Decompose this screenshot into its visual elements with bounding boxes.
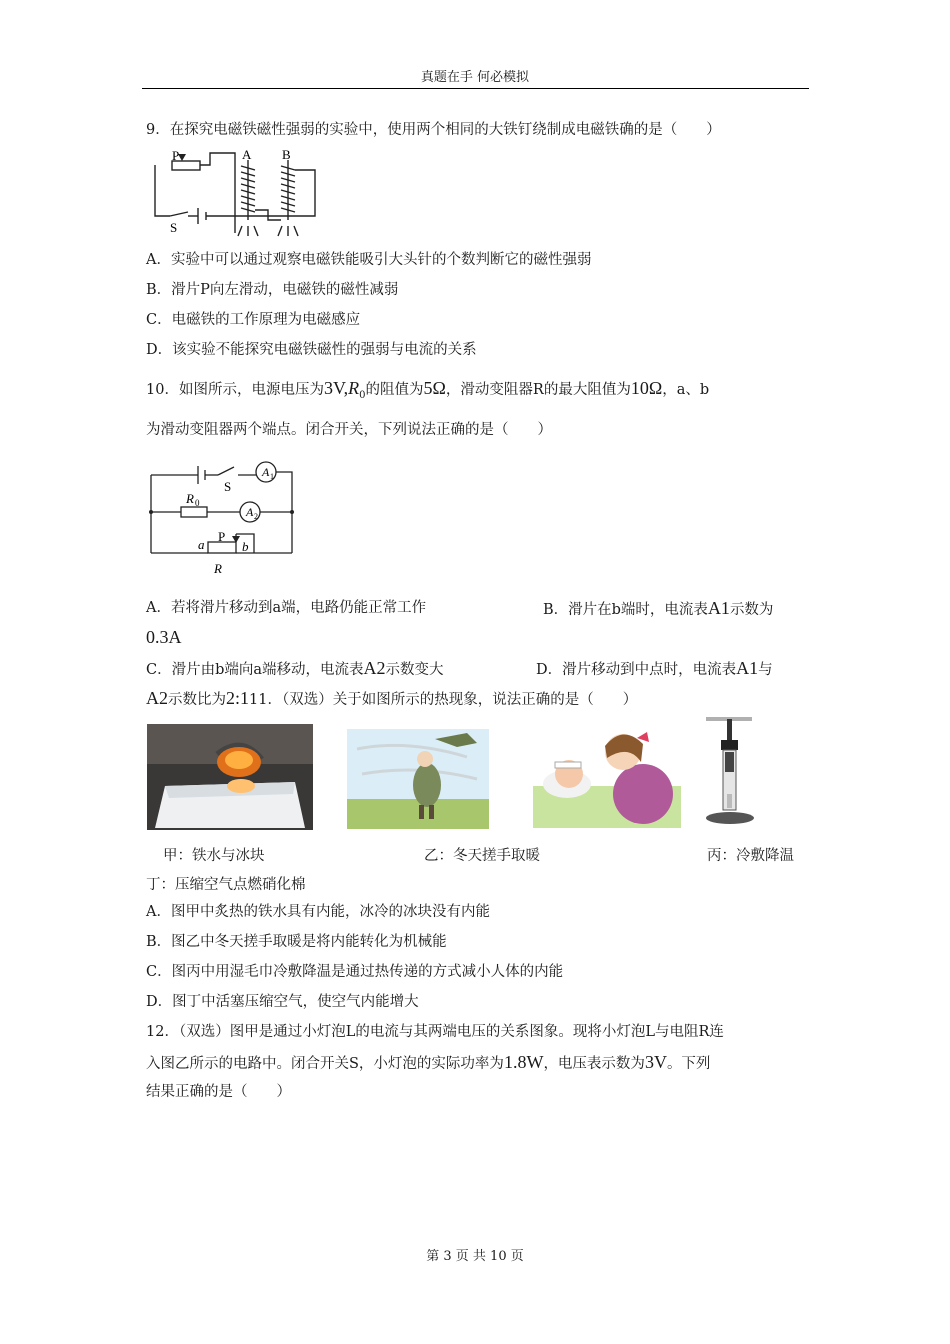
q12-stem-line2 — [146, 1052, 710, 1074]
q10-text: 示数变大 — [385, 662, 444, 678]
q11-image-cold-compress — [533, 724, 681, 828]
q10-ammeter-a2: A2 — [363, 658, 386, 678]
q9-option-d: D．该实验不能探究电磁铁磁性的强弱与电流的关系 — [146, 342, 477, 358]
q9-fig-label-a: A — [242, 148, 252, 162]
q10-stem-line2: 为滑动变阻器两个端点。闭合开关，下列说法正确的是（ ） — [146, 422, 552, 438]
q10-ammeter-a2: A2 — [146, 688, 168, 708]
q10-fig-a2: A — [246, 505, 254, 519]
q11-stem: 11．（双选）关于如图所示的热现象，说法正确的是（ ） — [249, 692, 638, 708]
q10-fig-a1: A — [262, 465, 270, 479]
q10-text: ，a、b — [662, 382, 710, 398]
q10-option-b-value: 0.3A — [146, 627, 182, 647]
q12-stem-line1: 12．（双选）图甲是通过小灯泡L的电流与其两端电压的关系图象。现将小灯泡L与电阻R连 — [146, 1024, 724, 1040]
header-rule — [142, 88, 809, 89]
q10-text: 与 — [758, 662, 773, 678]
q10-option-d — [536, 658, 773, 680]
q10-circuit-figure — [146, 455, 298, 580]
q10-r0-subscript: 0 — [359, 389, 366, 401]
q11-option-a: A．图甲中炙热的铁水具有内能，冰冷的冰块没有内能 — [146, 904, 490, 920]
q10-fig-p: P — [218, 529, 226, 544]
q10-r0-value: 5Ω — [423, 378, 446, 398]
q11-image-rubbing-hands — [347, 729, 489, 829]
q10-option-a: A．若将滑片移动到a端，电路仍能正常工作 — [146, 600, 427, 616]
q12-voltage: 3V — [644, 1052, 667, 1072]
page-footer: 第 3 页 共 10 页 — [426, 1249, 524, 1264]
q10-ratio: 2:1 — [226, 688, 250, 708]
q12-text: 入图乙所示的电路中。闭合开关S，小灯泡的实际功率为 — [146, 1056, 504, 1072]
q10-text: C．滑片由b端向a端移动，电流表 — [146, 662, 364, 678]
q9-electromagnet-circuit-figure — [150, 148, 320, 240]
q11-caption-jia: 甲：铁水与冰块 — [163, 848, 265, 864]
q10-fig-r0: R — [186, 491, 194, 506]
q11-option-c: C．图丙中用湿毛巾冷敷降温是通过热传递的方式减小人体的内能 — [146, 964, 564, 980]
q9-option-c: C．电磁铁的工作原理为电磁感应 — [146, 312, 361, 328]
q11-caption-ding: 丁：压缩空气点燃硝化棉 — [146, 877, 306, 893]
q9-fig-label-b: B — [282, 148, 291, 162]
q10-text: 10．如图所示，电源电压为 — [146, 382, 324, 398]
q12-text: 。下列 — [666, 1056, 711, 1072]
q10-ammeter-a1: A1 — [707, 598, 730, 618]
q10-ammeter-a1: A1 — [736, 658, 759, 678]
q10-stem-line1 — [146, 378, 709, 406]
q10-option-c — [146, 658, 444, 680]
q11-option-d: D．图丁中活塞压缩空气，使空气内能增大 — [146, 994, 419, 1010]
q10-fig-b: b — [242, 539, 249, 554]
q11-caption-yi: 乙：冬天搓手取暖 — [424, 848, 540, 864]
q10-fig-a: a — [198, 537, 205, 552]
q11-option-b: B．图乙中冬天搓手取暖是将内能转化为机械能 — [146, 934, 447, 950]
q10-fig-s: S — [224, 479, 232, 494]
q10-fig-r0-sub: 0 — [195, 498, 200, 508]
q10-r-max-value: 10Ω — [630, 378, 663, 398]
q10-text: 示数为 — [729, 602, 774, 618]
q10-text: 示数比为 — [168, 692, 226, 708]
q9-fig-label-p: P — [172, 148, 180, 163]
q11-caption-bing: 丙：冷敷降温 — [707, 848, 794, 864]
q10-voltage: 3V, — [323, 378, 349, 398]
q12-stem-line3: 结果正确的是（ ） — [146, 1084, 291, 1100]
q10-option-d-cont — [146, 688, 637, 710]
q9-stem: 9．在探究电磁铁磁性强弱的实验中，使用两个相同的大铁钉绕制成电磁铁确的是（ ） — [146, 122, 721, 138]
q10-text: 的阻值为 — [365, 382, 424, 398]
q9-option-a: A．实验中可以通过观察电磁铁能吸引大头针的个数判断它的磁性强弱 — [146, 252, 592, 268]
q10-fig-a1-sub: 1 — [270, 472, 274, 481]
q9-fig-label-s: S — [170, 220, 178, 235]
q10-text: B．滑片在b端时，电流表 — [543, 602, 708, 618]
q10-fig-r: R — [214, 561, 222, 576]
q10-option-b — [543, 598, 773, 620]
q12-text: ，电压表示数为 — [543, 1056, 645, 1072]
q9-option-b: B．滑片P向左滑动，电磁铁的磁性减弱 — [146, 282, 399, 298]
q10-fig-a2-sub: 2 — [254, 512, 258, 521]
q10-text: ，滑动变阻器R的最大阻值为 — [445, 382, 631, 398]
q11-image-air-compression-tube — [696, 716, 762, 832]
page-header: 真题在手 何必模拟 — [420, 70, 530, 85]
q11-image-molten-iron-on-ice — [147, 724, 313, 830]
q10-r0-symbol: R — [348, 378, 360, 398]
q10-text: D．滑片移动到中点时，电流表 — [536, 662, 737, 678]
q12-power: 1.8W — [503, 1052, 544, 1072]
